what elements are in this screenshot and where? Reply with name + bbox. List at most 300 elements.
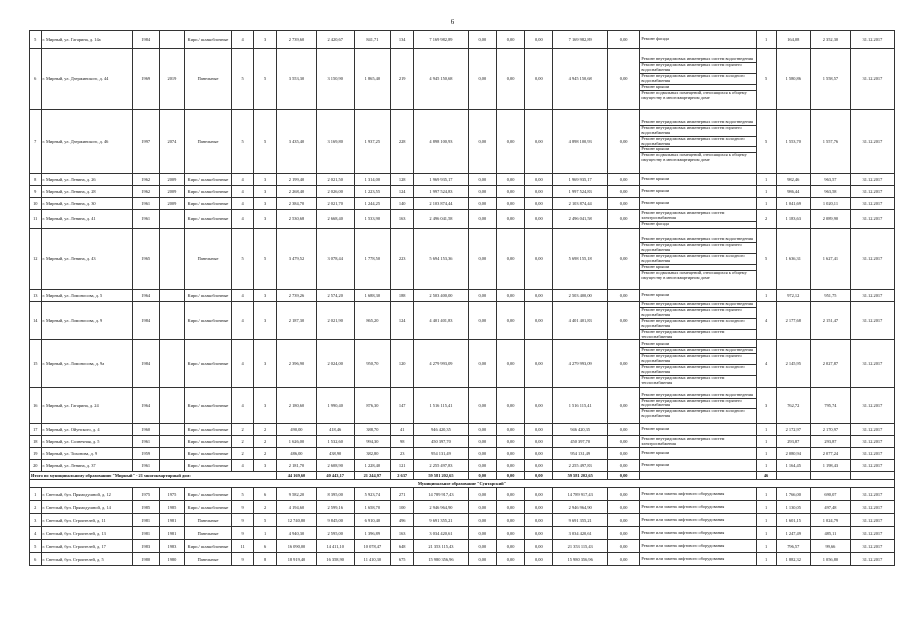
work-count: 1 xyxy=(756,460,776,472)
fund-3: 0,00 xyxy=(525,340,553,388)
work-item: Ремонт фасада xyxy=(641,36,669,42)
residents: 223 xyxy=(391,229,414,290)
total-area: 2 268,40 xyxy=(277,186,317,198)
wall-material: Кирп./ шлакоблочные xyxy=(184,436,231,448)
address: г. Мирный, ул. Ойунского, д. 4 xyxy=(41,424,132,436)
total-area-living: 40 443,17 xyxy=(316,472,354,480)
unit-cost-limit: 293,87 xyxy=(811,436,851,448)
entrances: 3 xyxy=(254,388,277,424)
fund-3: 0,00 xyxy=(525,198,553,210)
fund-2: 0,00 xyxy=(496,553,524,566)
build-year: 1985 xyxy=(132,501,159,514)
wall-material: Кирп./ шлакоблочные xyxy=(184,186,231,198)
wall-material: Кирп./ шлакоблочные xyxy=(184,540,231,553)
work-types xyxy=(640,488,756,501)
work-count: 1 xyxy=(756,448,776,460)
address: г. Мирный, ул. Тихонова, д. 9 xyxy=(41,448,132,460)
other-funds: 0,00 xyxy=(607,448,639,460)
unit-cost-limit: 1 627,41 xyxy=(811,229,851,290)
deadline: 31.12.2017 xyxy=(850,229,894,290)
other-funds: 0,00 xyxy=(607,290,639,302)
total-area: 3 553,30 xyxy=(277,49,317,110)
floors: 4 xyxy=(232,210,254,229)
total-cost: 1 997 524,83 xyxy=(414,186,468,198)
work-item: Ремонт крыши xyxy=(640,85,755,91)
fund-2: 0,00 xyxy=(496,210,524,229)
deadline: 31.12.2017 xyxy=(850,198,894,210)
total-cost: 15 980 356,96 xyxy=(414,553,468,566)
residents: 120 xyxy=(391,340,414,388)
total-area: 9 582,20 xyxy=(277,488,317,501)
address: г. Мирный, ул. Ленина, д. 30 xyxy=(41,198,132,210)
deadline: 31.12.2017 xyxy=(850,448,894,460)
total-area: 2 199,40 xyxy=(277,174,317,186)
deadline: 31.12.2017 xyxy=(850,553,894,566)
wall-material: Панельные xyxy=(184,110,231,174)
fund-2: 0,00 xyxy=(496,229,524,290)
address: г. Мирный, ул. Дзержинского, д. 44 xyxy=(41,49,132,110)
private-area: 11 410,30 xyxy=(354,553,391,566)
build-year: 1984 xyxy=(132,31,159,49)
fund-2: 0,00 xyxy=(496,424,524,436)
other-funds: 0,00 xyxy=(607,340,639,388)
private-area: 1 658,70 xyxy=(354,501,391,514)
repair-year xyxy=(159,388,184,424)
fund-3: 0,00 xyxy=(525,448,553,460)
table-row xyxy=(30,302,895,340)
owner-funds: 5 698 155,18 xyxy=(553,229,607,290)
other-funds: 0,00 xyxy=(607,110,639,174)
work-item: Ремонт крыши xyxy=(641,176,670,182)
entrances: 2 xyxy=(254,448,277,460)
fund-3: 0,00 xyxy=(525,514,553,527)
owner-funds: 2 503 400,00 xyxy=(553,290,607,302)
entrances: 5 xyxy=(254,514,277,527)
unit-cost-limit: 99,66 xyxy=(811,540,851,553)
other-funds: 0,00 xyxy=(607,540,639,553)
table-row xyxy=(30,436,895,448)
unit-cost-limit: 2 089,90 xyxy=(811,210,851,229)
fund-1: 0,00 xyxy=(468,198,496,210)
unit-cost-limit: 795,74 xyxy=(811,388,851,424)
build-year: 1964 xyxy=(132,388,159,424)
wall-material: Кирп./ шлакоблочные xyxy=(184,174,231,186)
work-count: 3 xyxy=(756,388,776,424)
wall-material: Кирп./ шлакоблочные xyxy=(184,448,231,460)
other-funds: 0,00 xyxy=(607,553,639,566)
row-number: 19 xyxy=(30,448,42,460)
work-types xyxy=(640,198,756,210)
work-item: Ремонт внутридомовых инженерных систем горячего водоснабжения xyxy=(640,63,755,74)
entrances: 5 xyxy=(254,229,277,290)
deadline: 31.12.2017 xyxy=(850,514,894,527)
fund-3: 0,00 xyxy=(525,388,553,424)
work-types xyxy=(640,540,756,553)
fund-2: 0,00 xyxy=(496,31,524,49)
floors: 9 xyxy=(232,527,254,540)
residents: 124 xyxy=(391,302,414,340)
wall-material: Кирп./ шлакоблочные xyxy=(184,340,231,388)
row-number: 17 xyxy=(30,424,42,436)
unit-cost-limit: 1 557,76 xyxy=(811,110,851,174)
entrances: 3 xyxy=(254,174,277,186)
fund-3: 0,00 xyxy=(525,302,553,340)
total-cost: 2 255 497,83 xyxy=(414,460,468,472)
living-area: 14 411,10 xyxy=(316,540,354,553)
total-cost: 14 789 917,43 xyxy=(414,488,468,501)
deadline: 31.12.2017 xyxy=(850,424,894,436)
work-item: Ремонт или замена лифтового оборудования xyxy=(641,516,725,522)
total-other-funds: 0,00 xyxy=(607,472,639,480)
living-area: 3 078,44 xyxy=(316,229,354,290)
floors: 2 xyxy=(232,424,254,436)
work-count: 1 xyxy=(756,488,776,501)
total-cost: 4 279 993,09 xyxy=(414,340,468,388)
total-work-count: 46 xyxy=(756,472,776,480)
table-row xyxy=(30,448,895,460)
other-funds: 0,00 xyxy=(607,388,639,424)
wall-material: Кирп./ шлакоблочные xyxy=(184,488,231,501)
work-count: 1 xyxy=(756,290,776,302)
private-area: 1 778,50 xyxy=(354,229,391,290)
build-year: 1960 xyxy=(132,424,159,436)
deadline: 31.12.2017 xyxy=(850,340,894,388)
private-area: 388,70 xyxy=(354,424,391,436)
wall-material: Кирп./ шлакоблочные xyxy=(184,198,231,210)
floors: 9 xyxy=(232,501,254,514)
residents: 675 xyxy=(391,553,414,566)
repair-year: 2009 xyxy=(159,174,184,186)
fund-3: 0,00 xyxy=(525,488,553,501)
work-types xyxy=(640,436,756,448)
fund-3: 0,00 xyxy=(525,460,553,472)
owner-funds: 1 969 935,17 xyxy=(553,174,607,186)
unit-cost-limit: 951,75 xyxy=(811,290,851,302)
fund-1: 0,00 xyxy=(468,31,496,49)
living-area: 2 574,20 xyxy=(316,290,354,302)
table-row xyxy=(30,340,895,388)
address: г. Мирный, ул. Ленина, д. 37 xyxy=(41,460,132,472)
owner-funds: 954 131,49 xyxy=(553,448,607,460)
floors: 4 xyxy=(232,302,254,340)
living-area: 418,46 xyxy=(316,424,354,436)
private-area: 1 223,55 xyxy=(354,186,391,198)
total-area: 2 181,70 xyxy=(277,460,317,472)
floors: 11 xyxy=(232,540,254,553)
floors: 9 xyxy=(232,514,254,527)
unit-cost-limit: 1 198,43 xyxy=(811,460,851,472)
living-area: 2 420,67 xyxy=(316,31,354,49)
unit-cost: 1 553,70 xyxy=(776,110,811,174)
work-count: 1 xyxy=(756,501,776,514)
private-area: 6 910,40 xyxy=(354,514,391,527)
private-area: 382,80 xyxy=(354,448,391,460)
table-row xyxy=(30,424,895,436)
living-area: 2 026,00 xyxy=(316,186,354,198)
work-item: Ремонт крыши xyxy=(641,462,670,468)
living-area: 2 599,16 xyxy=(316,501,354,514)
work-count: 1 xyxy=(756,31,776,49)
build-year: 1980 xyxy=(132,553,159,566)
deadline: 31.12.2017 xyxy=(850,174,894,186)
table-row xyxy=(30,210,895,229)
fund-2: 0,00 xyxy=(496,514,524,527)
owner-funds: 2 255 497,83 xyxy=(553,460,607,472)
fund-2: 0,00 xyxy=(496,174,524,186)
work-count: 1 xyxy=(756,527,776,540)
unit-cost: 1 882,32 xyxy=(776,553,811,566)
total-fund-3: 0,00 xyxy=(525,472,553,480)
work-count: 1 xyxy=(756,514,776,527)
living-area: 9 845,00 xyxy=(316,514,354,527)
fund-3: 0,00 xyxy=(525,186,553,198)
work-count: 1 xyxy=(756,424,776,436)
work-types xyxy=(640,49,756,110)
total-cost: 954 131,49 xyxy=(414,448,468,460)
private-area: 1 533,90 xyxy=(354,210,391,229)
unit-cost-limit: 497,48 xyxy=(811,501,851,514)
unit-cost-limit: 1 056,80 xyxy=(811,553,851,566)
work-count: 5 xyxy=(756,229,776,290)
row-number: 6 xyxy=(30,553,42,566)
wall-material: Панельные xyxy=(184,553,231,566)
work-item: Ремонт или замена лифтового оборудования xyxy=(641,490,725,496)
address: г. Светлый, бул. Строителей, д. 13 xyxy=(41,527,132,540)
total-area: 2 530,68 xyxy=(277,210,317,229)
fund-2: 0,00 xyxy=(496,340,524,388)
row-number: 5 xyxy=(30,540,42,553)
fund-1: 0,00 xyxy=(468,540,496,553)
work-item: Ремонт внутридомовых инженерных систем горячего водоснабжения xyxy=(640,354,755,365)
unit-cost: 1 766,00 xyxy=(776,488,811,501)
table-row xyxy=(30,540,895,553)
address: г. Мирный, ул. Солнечная, д. 5 xyxy=(41,436,132,448)
repair-year: 1975 xyxy=(159,488,184,501)
work-item: Ремонт внутридомовых инженерных систем горячего водоснабжения xyxy=(640,399,755,410)
build-year: 1961 xyxy=(132,460,159,472)
work-item: Ремонт внутридомовых инженерных систем водоотведения xyxy=(640,237,755,243)
work-item: Ремонт или замена лифтового оборудования xyxy=(641,555,725,561)
work-types xyxy=(640,174,756,186)
unit-cost: 1 247,49 xyxy=(776,527,811,540)
fund-3: 0,00 xyxy=(525,424,553,436)
repair-year: 1985 xyxy=(159,501,184,514)
work-item: Ремонт внутридомовых инженерных систем горячего водоснабжения xyxy=(640,308,755,319)
fund-1: 0,00 xyxy=(468,186,496,198)
residents: 163 xyxy=(391,527,414,540)
work-types xyxy=(640,448,756,460)
work-item: Ремонт крыши xyxy=(640,342,755,348)
entrances: 2 xyxy=(254,501,277,514)
work-item: Ремонт внутридомовых инженерных систем электроснабжения xyxy=(640,211,755,222)
total-cost: 5 694 153,36 xyxy=(414,229,468,290)
row-number: 12 xyxy=(30,229,42,290)
floors: 4 xyxy=(232,174,254,186)
work-item: Ремонт внутридомовых инженерных систем водоотведения xyxy=(640,302,755,308)
work-item: Ремонт внутридомовых инженерных систем водоотведения xyxy=(640,57,755,63)
row-number: 2 xyxy=(30,501,42,514)
row-number: 5 xyxy=(30,31,42,49)
fund-2: 0,00 xyxy=(496,49,524,110)
residents: 134 xyxy=(391,31,414,49)
total-cost: 1 969 935,17 xyxy=(414,174,468,186)
deadline: 31.12.2017 xyxy=(850,186,894,198)
other-funds: 0,00 xyxy=(607,527,639,540)
work-types xyxy=(640,501,756,514)
unit-cost: 986,44 xyxy=(776,186,811,198)
wall-material: Кирп./ шлакоблочные xyxy=(184,388,231,424)
row-number: 9 xyxy=(30,186,42,198)
unit-cost: 1 164,45 xyxy=(776,460,811,472)
fund-1: 0,00 xyxy=(468,501,496,514)
owner-funds: 4 898 100,93 xyxy=(553,110,607,174)
total-cost: 4 401 401,83 xyxy=(414,302,468,340)
floors: 5 xyxy=(232,49,254,110)
residents: 496 xyxy=(391,514,414,527)
deadline: 31.12.2017 xyxy=(850,527,894,540)
row-number: 16 xyxy=(30,388,42,424)
table-row xyxy=(30,49,895,110)
floors: 2 xyxy=(232,436,254,448)
address: г. Мирный, ул. Гагарина, д. 24 xyxy=(41,388,132,424)
fund-1: 0,00 xyxy=(468,340,496,388)
owner-funds: 2 946 964,90 xyxy=(553,501,607,514)
unit-cost: 293,87 xyxy=(776,436,811,448)
fund-1: 0,00 xyxy=(468,436,496,448)
total-cost: 4 898 100,93 xyxy=(414,110,468,174)
private-area: 1 244,25 xyxy=(354,198,391,210)
total-fund-1: 0,00 xyxy=(468,472,496,480)
total-label: Итого по муниципальному образованию "Мирный" - 21 многоквартирный дом: xyxy=(30,472,277,480)
deadline: 31.12.2017 xyxy=(850,290,894,302)
fund-1: 0,00 xyxy=(468,49,496,110)
address: г. Мирный, ул. Дзержинского, д. 46 xyxy=(41,110,132,174)
repair-year xyxy=(159,424,184,436)
unit-cost-limit: 2 077,24 xyxy=(811,448,851,460)
work-count: 1 xyxy=(756,540,776,553)
living-area: 2 595,00 xyxy=(316,527,354,540)
work-item: Ремонт внутридомовых инженерных систем водоотведения xyxy=(640,120,755,126)
unit-cost: 2 177,68 xyxy=(776,302,811,340)
floors: 2 xyxy=(232,448,254,460)
unit-cost-limit: 963,57 xyxy=(811,174,851,186)
fund-3: 0,00 xyxy=(525,527,553,540)
table-row xyxy=(30,229,895,290)
fund-1: 0,00 xyxy=(468,527,496,540)
row-number: 11 xyxy=(30,210,42,229)
fund-3: 0,00 xyxy=(525,49,553,110)
repair-year: 1981 xyxy=(159,514,184,527)
unit-cost-limit: 963,58 xyxy=(811,186,851,198)
floors: 5 xyxy=(232,110,254,174)
entrances: 2 xyxy=(254,436,277,448)
living-area: 2 021,50 xyxy=(316,174,354,186)
deadline: 31.12.2017 xyxy=(850,460,894,472)
private-area: 1 228,40 xyxy=(354,460,391,472)
work-count: 5 xyxy=(756,110,776,174)
wall-material: Кирп./ шлакоблочные xyxy=(184,31,231,49)
wall-material: Кирп./ шлакоблочные xyxy=(184,302,231,340)
private-area: 1 314,00 xyxy=(354,174,391,186)
fund-1: 0,00 xyxy=(468,388,496,424)
private-area: 5 923,74 xyxy=(354,488,391,501)
unit-cost: 2 172,97 xyxy=(776,424,811,436)
work-types xyxy=(640,527,756,540)
private-area: 865,20 xyxy=(354,302,391,340)
work-count: 1 xyxy=(756,198,776,210)
living-area: 3 169,80 xyxy=(316,110,354,174)
work-item: Ремонт крыши xyxy=(641,426,670,432)
owner-funds: 3 034 420,61 xyxy=(553,527,607,540)
unit-cost-limit: 1 558,57 xyxy=(811,49,851,110)
total-area: 2 739,26 xyxy=(277,290,317,302)
floors: 4 xyxy=(232,31,254,49)
total-cost: 4 945 150,68 xyxy=(414,49,468,110)
owner-funds: 450 397,70 xyxy=(553,436,607,448)
fund-1: 0,00 xyxy=(468,210,496,229)
repair-year xyxy=(159,31,184,49)
total-area: 18 919,40 xyxy=(277,553,317,566)
fund-1: 0,00 xyxy=(468,174,496,186)
other-funds: 0,00 xyxy=(607,514,639,527)
build-year: 1961 xyxy=(132,198,159,210)
residents: 228 xyxy=(391,110,414,174)
unit-cost: 164,08 xyxy=(776,31,811,49)
fund-2: 0,00 xyxy=(496,448,524,460)
private-area: 994,30 xyxy=(354,436,391,448)
unit-cost-limit: 2 027,87 xyxy=(811,340,851,388)
work-item: Ремонт крыши xyxy=(641,292,670,298)
living-area: 2 024,00 xyxy=(316,340,354,388)
living-area: 16 358,90 xyxy=(316,553,354,566)
work-item: Ремонт крыши xyxy=(641,200,670,206)
floors: 9 xyxy=(232,553,254,566)
deadline: 31.12.2017 xyxy=(850,110,894,174)
work-item: Ремонт внутридомовых инженерных систем водоотведения xyxy=(640,348,755,354)
total-cost: 946 420,35 xyxy=(414,424,468,436)
build-year: 1983 xyxy=(132,540,159,553)
work-count: 1 xyxy=(756,553,776,566)
work-types xyxy=(640,210,756,229)
fund-2: 0,00 xyxy=(496,302,524,340)
work-count: 2 xyxy=(756,210,776,229)
table-row xyxy=(30,174,895,186)
owner-funds: 9 691 355,21 xyxy=(553,514,607,527)
address: г. Светлый, бул. Строителей, д. 11 xyxy=(41,514,132,527)
unit-cost-limit: 2 151,47 xyxy=(811,302,851,340)
fund-3: 0,00 xyxy=(525,540,553,553)
owner-funds: 4 401 401,83 xyxy=(553,302,607,340)
total-area: 2 384,70 xyxy=(277,198,317,210)
work-item: Ремонт внутридомовых инженерных систем водоотведения xyxy=(640,393,755,399)
entrances: 3 xyxy=(254,340,277,388)
entrances: 6 xyxy=(254,540,277,553)
work-count: 1 xyxy=(756,174,776,186)
other-funds: 0,00 xyxy=(607,436,639,448)
residents: 23 xyxy=(391,448,414,460)
fund-1: 0,00 xyxy=(468,460,496,472)
wall-material: Панельные xyxy=(184,49,231,110)
build-year: 1964 xyxy=(132,290,159,302)
work-types xyxy=(640,460,756,472)
entrances: 3 xyxy=(254,302,277,340)
residents: 271 xyxy=(391,488,414,501)
wall-material: Кирп./ шлакоблочные xyxy=(184,501,231,514)
total-cost: 450 397,70 xyxy=(414,436,468,448)
fund-1: 0,00 xyxy=(468,290,496,302)
living-area: 1 990,40 xyxy=(316,388,354,424)
work-types xyxy=(640,110,756,174)
